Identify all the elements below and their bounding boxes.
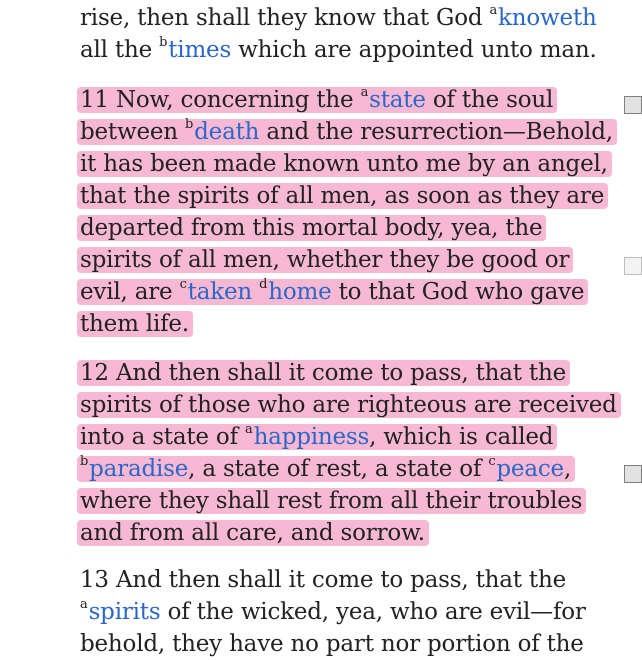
footnote-marker[interactable]: b [185,117,194,132]
verse-text: them life. [80,311,189,337]
verse-11-line-1[interactable] [80,84,557,116]
verse-text: where they shall rest from all their troubles [80,488,583,514]
verse-text: and the resurrection—Behold, [259,119,613,145]
verse-12-line-2[interactable] [80,389,621,421]
verse-highlight[interactable] [77,151,612,177]
verse-highlight[interactable] [77,87,557,113]
verse-highlight[interactable] [77,119,617,145]
verse-highlight[interactable] [77,488,586,514]
verse-10-line-2 [80,34,597,66]
verse-text: , a state of rest, a state of [188,456,489,482]
verse-text: spirits of those who are righteous are received [80,392,617,418]
verse-text: and from all care, and sorrow. [80,520,425,546]
verse-text: of the soul [425,87,554,113]
verse-11-line-3[interactable] [80,148,612,180]
footnote-marker[interactable]: a [360,85,369,100]
verse-text: behold, they have no part nor portion of the [80,631,584,657]
verse-highlight[interactable] [77,360,570,386]
footnote-marker[interactable]: a [489,3,498,18]
verse-12-line-5[interactable] [80,485,586,517]
margin-note-marker[interactable] [624,465,642,483]
verse-text: of the wicked, yea, who are evil—for [160,599,586,625]
footnote-link-peace[interactable]: peace [496,456,564,482]
footnote-link-taken[interactable]: taken [187,279,252,305]
footnote-marker[interactable]: b [159,35,168,50]
footnote-marker[interactable]: c [488,454,496,469]
footnote-marker[interactable]: d [259,277,268,292]
footnote-marker[interactable]: a [245,422,253,437]
verse-text: rise, then shall they know that God [80,5,490,31]
verse-12-line-4[interactable] [80,453,575,485]
verse-11-line-2[interactable] [80,116,617,148]
margin-note-marker[interactable] [624,257,642,275]
footnote-link-state[interactable]: state [369,87,426,113]
verse-text: it has been made known unto me by an angel, [80,151,608,177]
verse-11-line-8[interactable] [80,308,193,340]
verse-text: 11 Now, concerning the [80,87,361,113]
verse-11-line-7[interactable] [80,276,588,308]
footnote-marker[interactable]: c [179,277,187,292]
footnote-link-knoweth[interactable]: knoweth [498,5,597,31]
verse-highlight[interactable] [77,392,621,418]
verse-12-line-6[interactable] [80,517,429,549]
verse-12-line-1[interactable] [80,357,570,389]
footnote-marker[interactable]: a [80,597,88,612]
verse-highlight[interactable] [77,456,575,482]
footnote-link-times[interactable]: times [168,37,232,63]
verse-text: evil, are [80,279,180,305]
verse-text: that the spirits of all men, as soon as they are [80,183,605,209]
footnote-link-death[interactable]: death [194,119,260,145]
verse-text: departed from this mortal body, yea, the [80,215,543,241]
verse-text: all the [80,37,160,63]
verse-text: which are appointed unto man. [231,37,597,63]
verse-text: 13 And then shall it come to pass, that the [80,567,567,593]
footnote-link-spirits[interactable]: spirits [88,599,161,625]
verse-text: , [563,456,572,482]
verse-10-line-1 [80,2,597,34]
verse-text: between [80,119,186,145]
footnote-link-home[interactable]: home [268,279,332,305]
verse-highlight[interactable] [77,183,608,209]
verse-11-line-6[interactable] [80,244,573,276]
verse-11-line-5[interactable] [80,212,546,244]
verse-highlight[interactable] [77,424,557,450]
verse-highlight[interactable] [77,215,546,241]
verse-highlight[interactable] [77,520,429,546]
verse-text: , which is called [369,424,554,450]
verse-11-line-4[interactable] [80,180,608,212]
footnote-link-happiness[interactable]: happiness [253,424,370,450]
verse-12-line-3[interactable] [80,421,557,453]
verse-text: to that God who gave [331,279,585,305]
verse-text: into a state of [80,424,245,450]
verse-text: 12 And then shall it come to pass, that the [80,360,567,386]
margin-note-marker[interactable] [624,96,642,114]
verse-13-line-3 [80,628,584,660]
footnote-link-paradise[interactable]: paradise [89,456,189,482]
verse-highlight[interactable] [77,279,588,305]
verse-13-line-1 [80,564,566,596]
verse-highlight[interactable] [77,247,573,273]
footnote-marker[interactable]: b [80,454,89,469]
verse-highlight[interactable] [77,311,193,337]
verse-text: spirits of all men, whether they be good or [80,247,570,273]
verse-13-line-2 [80,596,586,628]
